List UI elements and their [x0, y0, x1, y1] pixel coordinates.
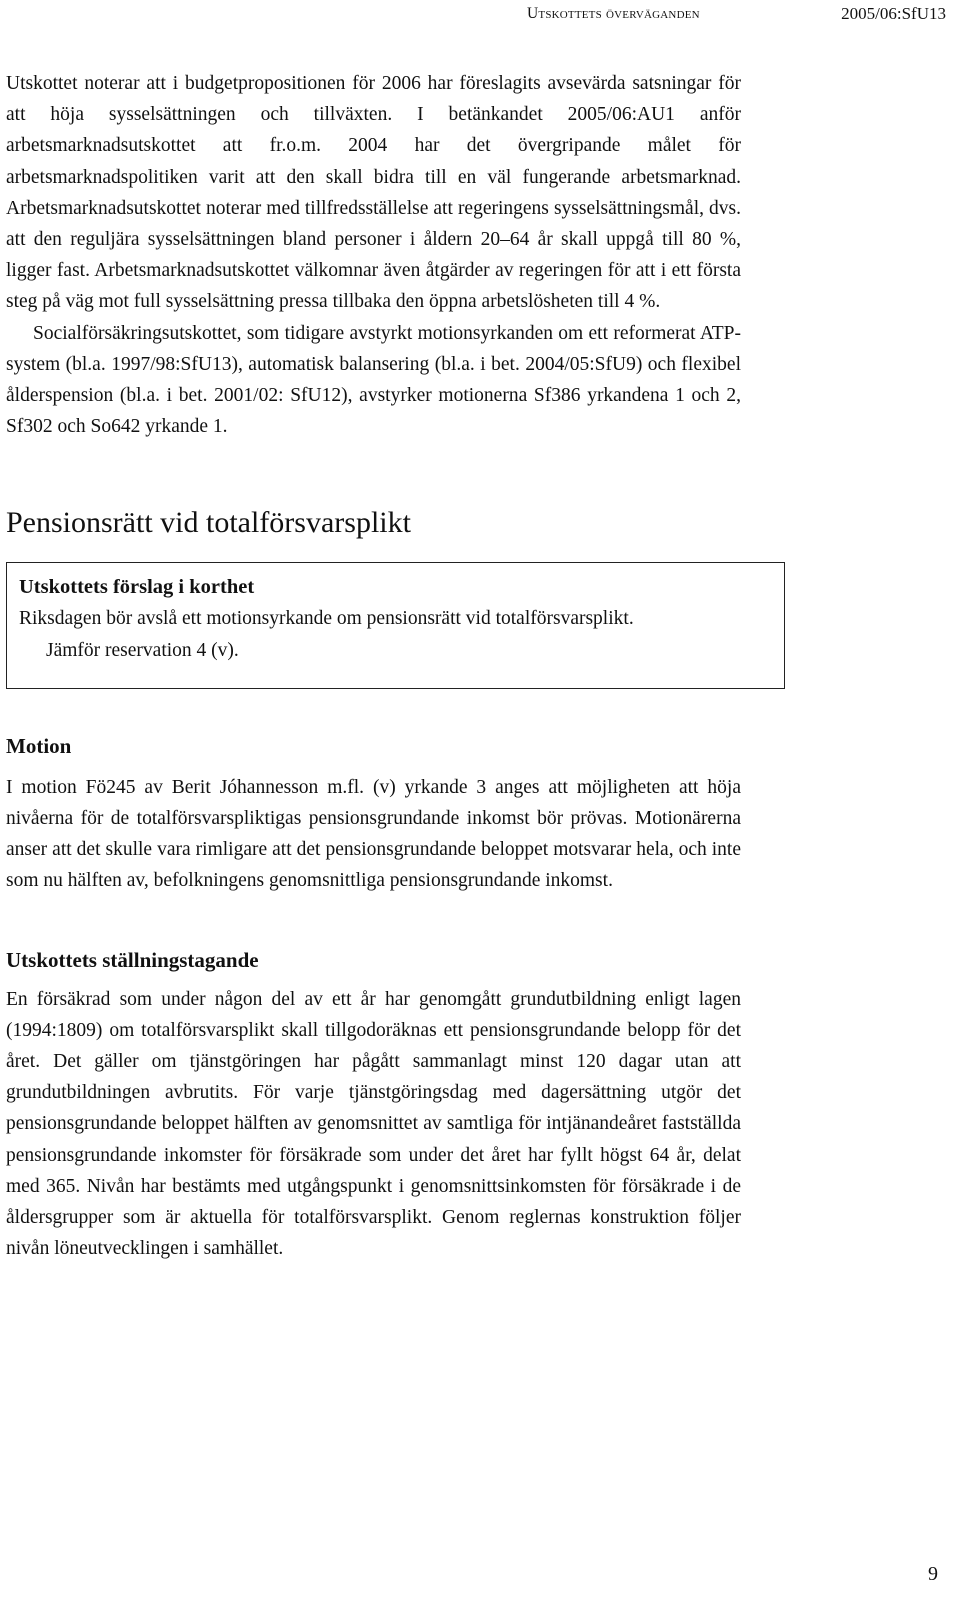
summary-box	[6, 562, 785, 688]
page-content	[6, 68, 741, 1264]
running-section-title: Utskottets överväganden	[527, 5, 700, 22]
summary-box-text: Riksdagen bör avslå ett motionsyrkande om pensionsrätt vid totalförsvarsplikt.	[19, 608, 634, 630]
page-header	[0, 0, 960, 30]
page-number: 9	[928, 1563, 938, 1585]
intro-paragraph: Socialförsäkringsutskottet, som tidigare avstyrkt motionsyrkanden om ett reformerat ATP-system (bl.a. 1997/98:SfU13), automatisk balansering (bl.a. i bet. 2004/05:SfU9) och flexibel ålderspension (bl.a. i bet. 2001/02: SfU12), avstyrker motionerna Sf386 yrkandena 1 och 2, Sf302 och So642 yrkande 1.	[6, 322, 741, 438]
summary-box-title: Utskottets förslag i korthet	[19, 576, 255, 599]
intro-paragraph: Utskottet noterar att i budgetpropositionen för 2006 har föreslagits avsevärda satsningar för att höja sysselsättningen och tillväxten. I betänkandet 2005/06:AU1 anför arbetsmarknadsutskottet att fr.o.m. 2004 har det övergripande målet för arbetsmarknadspolitiken varit att den skall bidra till en väl fungerande arbetsmarknad. Arbetsmarknadsutskottet noterar med tillfredsställelse att regeringens sysselsättningsmål, dvs. att den reguljära sysselsättningen bland personer i åldern 20–64 år skall uppgå till 80 %, ligger fast. Arbetsmarknadsutskottet välkomnar även åtgärder av regeringen för att i ett första steg på väg mot full sysselsättning pressa tillbaka den öppna arbetslösheten till 4 %.	[6, 73, 741, 313]
document-id: 2005/06:SfU13	[841, 4, 946, 23]
section-title: Pensionsrätt vid totalförsvarsplikt	[6, 506, 411, 540]
position-heading: Utskottets ställningstagande	[6, 947, 259, 972]
reservation-reference: Jämför reservation 4 (v).	[46, 639, 239, 661]
motion-heading: Motion	[6, 733, 72, 758]
motion-text: I motion Fö245 av Berit Jóhannesson m.fl. (v) yrkande 3 anges att möjligheten att höja nivåerna för de totalförsvarspliktigas pensionsgrundande inkomst bör prövas. Motionärerna anser att det skulle vara rimligare att det pensionsgrundande beloppet motsvarar hela, och inte som nu hälften av, befolkningens genomsnittliga pensionsgrundande inkomst.	[6, 776, 741, 892]
position-text: En försäkrad som under någon del av ett år har genomgått grundutbildning enligt lagen (1994:1809) om totalförsvarsplikt skall tillgodoräknas ett pensionsgrundande belopp för det året. Det gäller om tjänstgöringen har pågått sammanlagt minst 120 dagar utan att grundutbildningen avbrutits. För varje tjänstgöringsdag med dagersättning utgör det pensionsgrundande beloppet hälften av genomsnittet av samtliga för intjänandeåret fastställda pensionsgrundande inkomster för försäkrade som under det året har fyllt högst 64 år, delat med 365. Nivån har bestämts med utgångspunkt i genomsnittsinkomsten för försäkrade i de åldersgrupper som är aktuella för totalförsvarsplikt. Genom reglernas konstruktion följer nivån löneutvecklingen i samhället.	[6, 988, 741, 1260]
